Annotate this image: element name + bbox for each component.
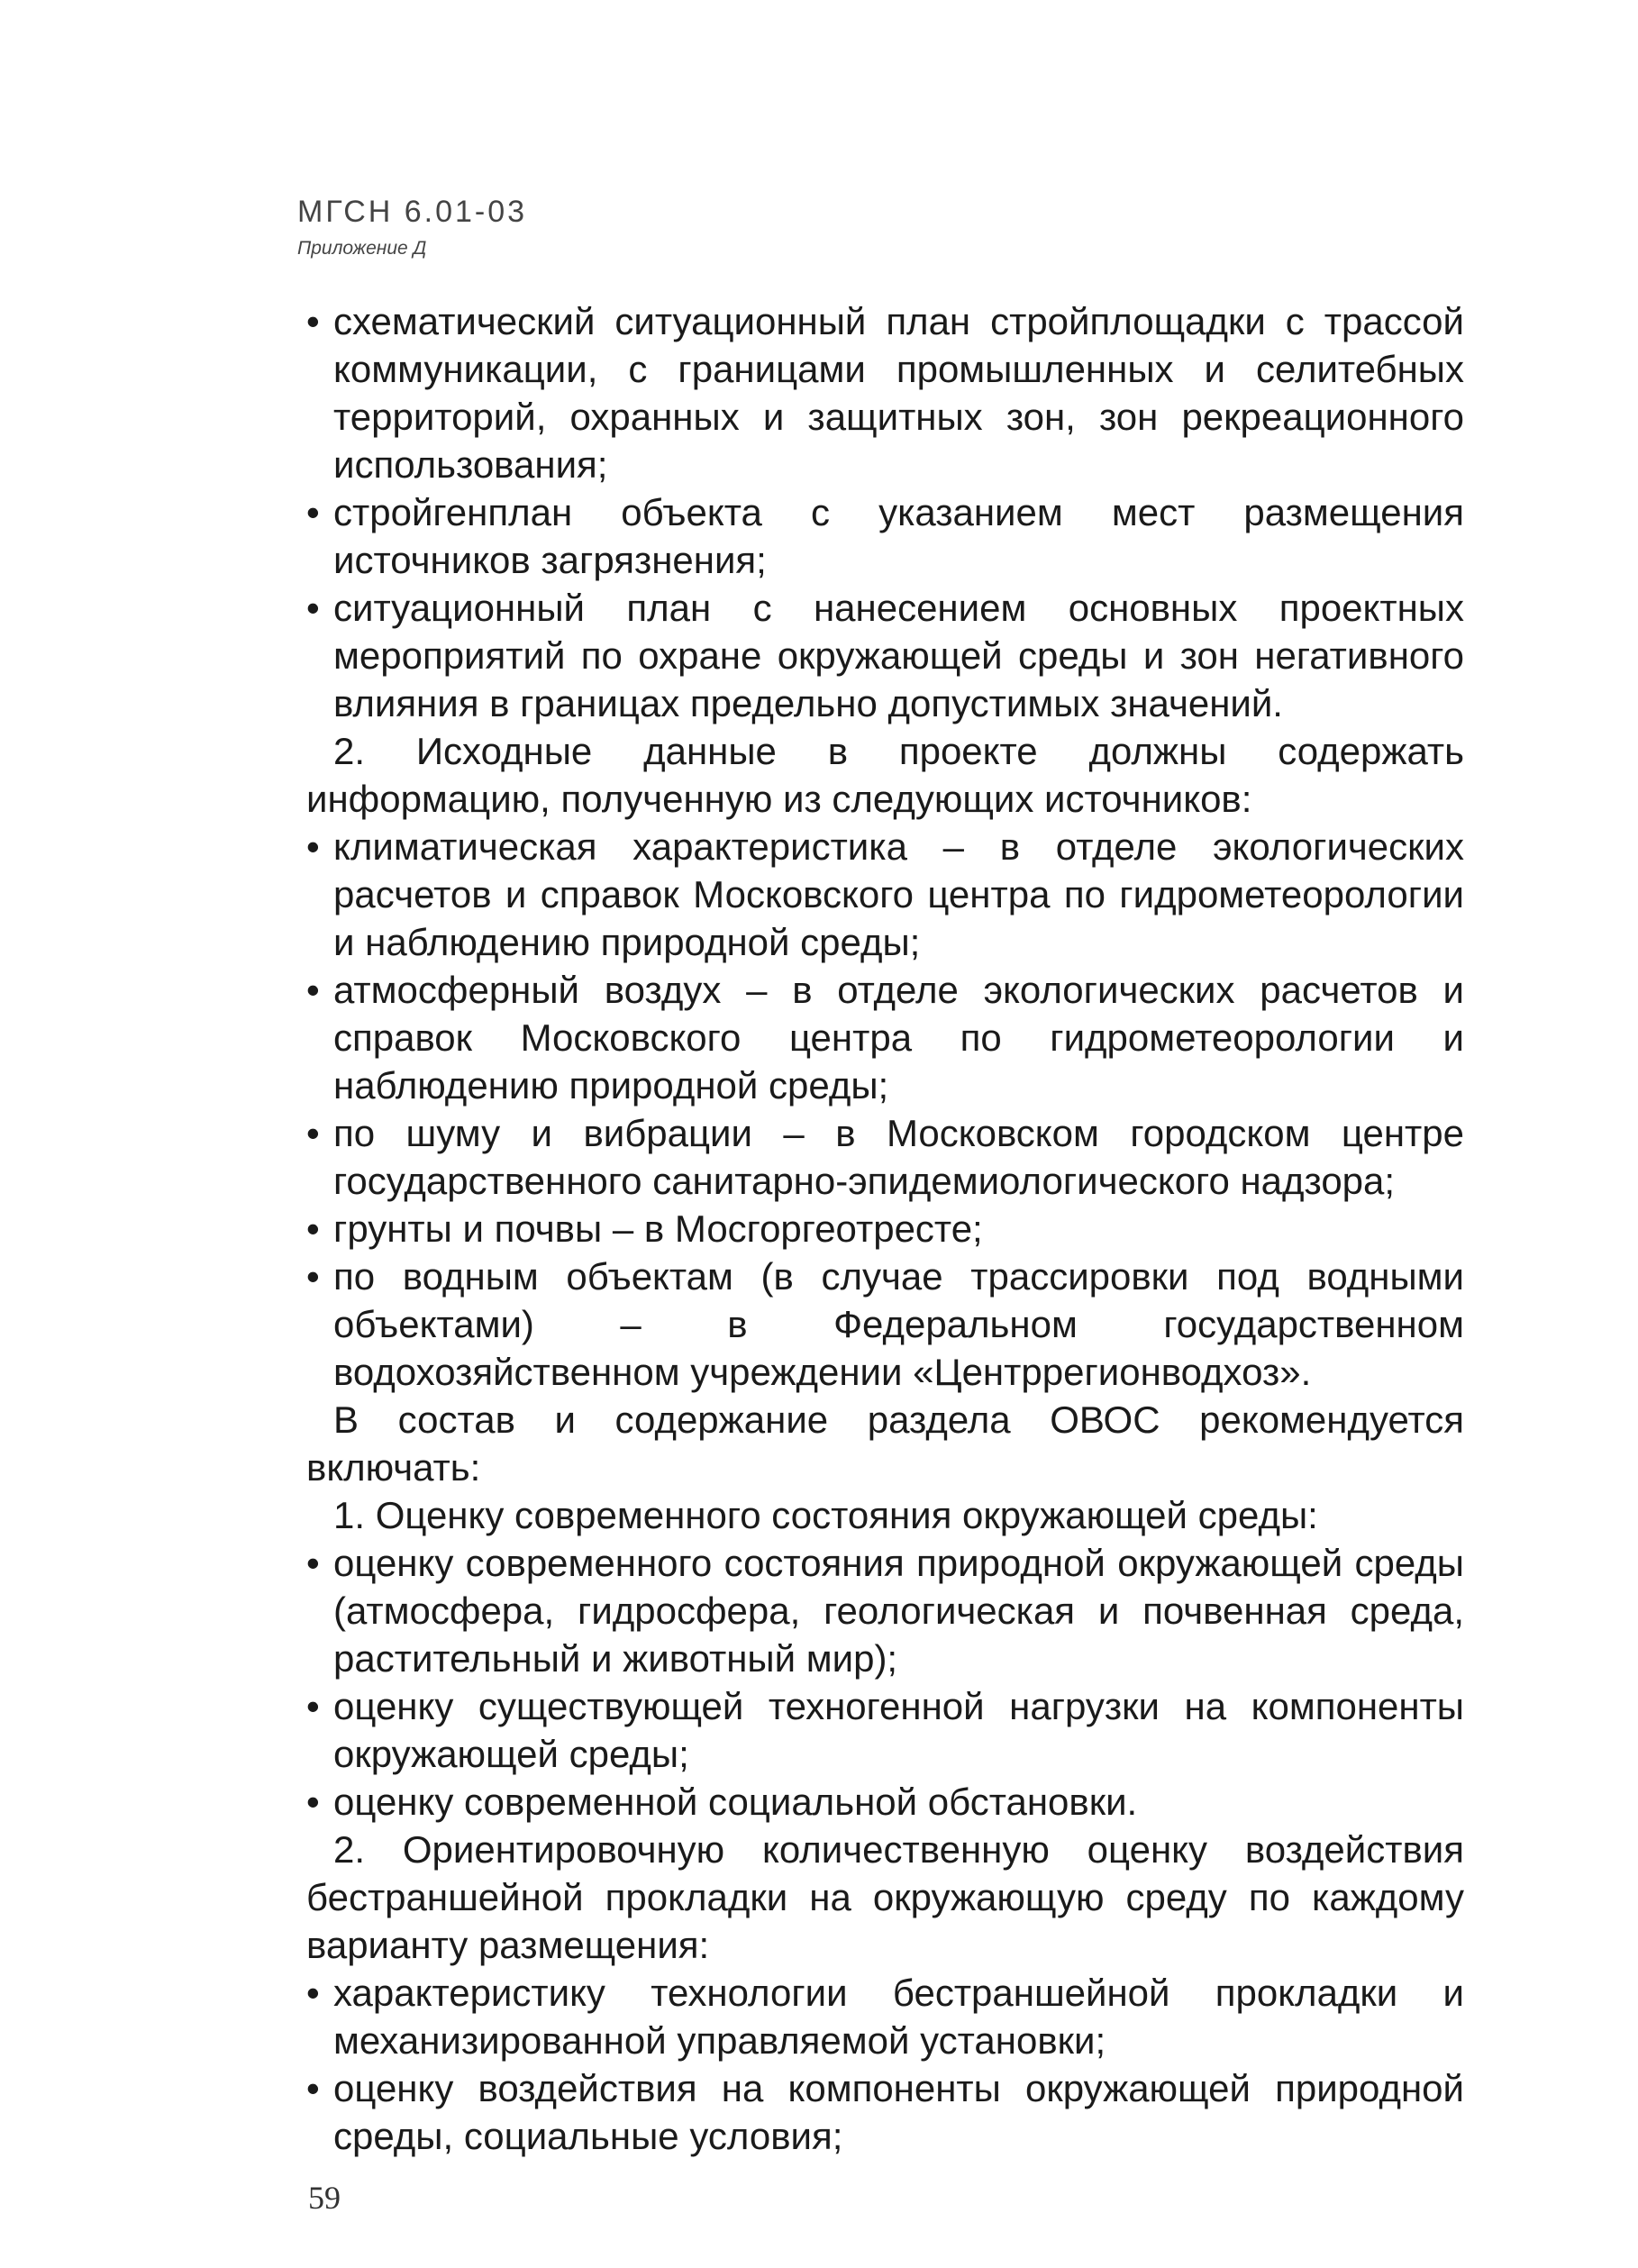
bullet-icon: •	[306, 2067, 320, 2109]
appendix-label: Приложение Д	[297, 238, 427, 259]
bullet-item	[306, 1252, 1464, 1396]
paragraph: 1. Оценку современного состояния окружающей среды:	[333, 1494, 1318, 1536]
bullet-text: по водным объектам (в случае трассировки под водными объектами) – в Федеральном государственном водохозяйственном учреждении «Центррегионводхоз».	[333, 1255, 1464, 1393]
bullet-icon: •	[306, 1207, 320, 1250]
bullet-icon: •	[306, 1685, 320, 1727]
bullet-text: схематический ситуационный план стройплощадки с трассой коммуникации, с границами промышленных и селитебных территорий, охранных и защитных зон, зон рекреационного использования;	[333, 300, 1464, 486]
bullet-icon: •	[306, 969, 320, 1011]
bullet-icon: •	[306, 1781, 320, 1823]
bullet-item	[306, 1205, 1464, 1252]
bullet-text: ситуационный план с нанесением основных проектных мероприятий по охране окружающей среды и зон негативного влияния в границах предельно допустимых значений.	[333, 587, 1464, 724]
paragraph: 2. Исходные данные в проекте должны содержать информацию, полученную из следующих источников:	[306, 730, 1464, 820]
body-text	[306, 297, 1464, 2160]
bullet-item	[306, 297, 1464, 488]
bullet-text: характеристику технологии бестраншейной прокладки и механизированной управляемой установки;	[333, 1972, 1464, 2062]
bullet-text: климатическая характеристика – в отделе экологических расчетов и справок Московского центра по гидрометеорологии и наблюдению природной среды;	[333, 825, 1464, 963]
bullet-icon: •	[306, 1972, 320, 2014]
bullet-icon: •	[306, 1112, 320, 1154]
bullet-item	[306, 823, 1464, 966]
paragraph: В состав и содержание раздела ОВОС рекомендуется включать:	[306, 1398, 1464, 1489]
bullet-item	[306, 1969, 1464, 2064]
bullet-item	[306, 1778, 1464, 1826]
bullet-text: стройгенплан объекта с указанием мест размещения источников загрязнения;	[333, 491, 1464, 581]
bullet-icon: •	[306, 1542, 320, 1584]
bullet-item	[306, 1539, 1464, 1682]
bullet-icon: •	[306, 300, 320, 342]
bullet-text: оценку современной социальной обстановки.	[333, 1781, 1138, 1823]
bullet-item	[306, 488, 1464, 584]
bullet-item	[306, 2064, 1464, 2160]
bullet-item	[306, 966, 1464, 1109]
bullet-text: оценку существующей техногенной нагрузки на компоненты окружающей среды;	[333, 1685, 1464, 1775]
bullet-text: атмосферный воздух – в отделе экологических расчетов и справок Московского центра по гидрометеорологии и наблюдению природной среды;	[333, 969, 1464, 1107]
bullet-icon: •	[306, 1255, 320, 1298]
bullet-text: грунты и почвы – в Мосгоргеотресте;	[333, 1207, 983, 1250]
page-header	[297, 194, 527, 262]
paragraph: 2. Ориентировочную количественную оценку воздействия бестраншейной прокладки на окружающую среду по каждому варианту размещения:	[306, 1828, 1464, 1966]
bullet-icon: •	[306, 587, 320, 629]
bullet-text: по шуму и вибрации – в Московском городском центре государственного санитарно-эпидемиологического надзора;	[333, 1112, 1464, 1202]
bullet-icon: •	[306, 491, 320, 533]
page-number: 59	[308, 2180, 341, 2216]
bullet-item	[306, 1109, 1464, 1205]
bullet-item	[306, 584, 1464, 727]
bullet-item	[306, 1682, 1464, 1778]
bullet-text: оценку современного состояния природной окружающей среды (атмосфера, гидросфера, геологическая и почвенная среда, растительный и животный мир);	[333, 1542, 1464, 1680]
bullet-text: оценку воздействия на компоненты окружающей природной среды, социальные условия;	[333, 2067, 1464, 2157]
bullet-icon: •	[306, 825, 320, 868]
document-code: МГСН 6.01-03	[297, 195, 528, 229]
